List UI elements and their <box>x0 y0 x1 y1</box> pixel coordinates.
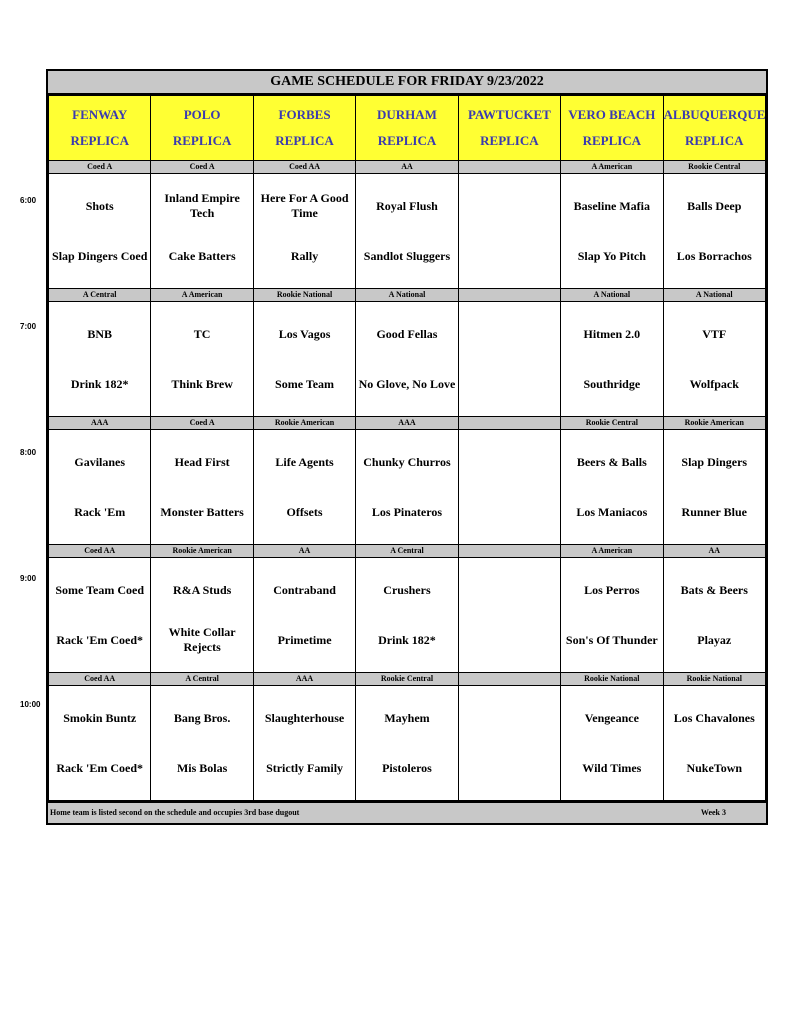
time-label-10: 10:00 <box>20 700 41 709</box>
home-team: Slap Yo Pitch <box>577 248 646 263</box>
division-label <box>458 289 560 302</box>
home-team: Los Maniacos <box>576 504 648 519</box>
home-team <box>459 743 560 793</box>
home-team: Southridge <box>583 376 641 391</box>
game-cell <box>49 430 151 545</box>
division-label: Rookie Central <box>561 417 663 430</box>
division-label: A Central <box>49 289 151 302</box>
game-row <box>49 430 766 545</box>
home-team: Mis Bolas <box>176 760 228 775</box>
division-label <box>458 161 560 174</box>
away-team: Beers & Balls <box>576 454 647 469</box>
week-label: Week 3 <box>700 808 726 817</box>
away-team: VTF <box>702 326 727 341</box>
home-team: Drink 182* <box>378 632 436 647</box>
away-team: R&A Studs <box>172 582 232 597</box>
away-team: Inland Empire Tech <box>164 191 240 220</box>
division-label: A National <box>561 289 663 302</box>
field-sub: REPLICA <box>480 133 539 148</box>
division-row <box>49 673 766 686</box>
game-cell <box>151 686 253 801</box>
home-team: Rack 'Em Coed* <box>56 760 144 775</box>
away-team: Good Fellas <box>376 326 438 341</box>
away-team: Shots <box>85 198 114 213</box>
division-label <box>458 545 560 558</box>
game-cell <box>356 174 458 289</box>
away-team: Some Team Coed <box>55 582 145 597</box>
field-header <box>561 96 663 161</box>
away-team: Baseline Mafia <box>573 198 650 213</box>
division-label: Rookie American <box>663 417 765 430</box>
schedule-sheet <box>46 69 768 825</box>
field-sub: REPLICA <box>275 133 334 148</box>
game-cell <box>561 686 663 801</box>
division-label: Rookie National <box>663 673 765 686</box>
home-team <box>459 615 560 665</box>
game-row <box>49 302 766 417</box>
division-label: AAA <box>49 417 151 430</box>
home-team: Slap Dingers Coed <box>52 248 148 263</box>
field-name: ALBUQUERQUE <box>663 107 766 122</box>
away-team: Gavilanes <box>74 454 126 469</box>
game-cell <box>356 430 458 545</box>
game-cell <box>663 302 765 417</box>
home-team: Rack 'Em Coed* <box>56 632 144 647</box>
game-cell <box>253 174 355 289</box>
game-cell <box>253 558 355 673</box>
away-team <box>459 309 560 359</box>
game-cell <box>561 302 663 417</box>
field-sub: REPLICA <box>70 133 129 148</box>
home-team <box>459 487 560 537</box>
division-label: A National <box>663 289 765 302</box>
division-label: Coed AA <box>49 673 151 686</box>
game-cell <box>151 558 253 673</box>
division-label: AA <box>356 161 458 174</box>
away-team: Bang Bros. <box>173 710 231 725</box>
field-name: VERO BEACH <box>568 107 656 122</box>
division-label: Rookie American <box>253 417 355 430</box>
away-team: Hitmen 2.0 <box>583 326 641 341</box>
home-team <box>459 359 560 409</box>
game-cell <box>151 302 253 417</box>
game-cell <box>253 686 355 801</box>
time-label-9: 9:00 <box>20 574 37 583</box>
away-team: Smokin Buntz <box>63 710 137 725</box>
away-team: Life Agents <box>275 454 334 469</box>
schedule-table <box>48 95 766 801</box>
field-sub: REPLICA <box>582 133 642 148</box>
time-label-6: 6:00 <box>20 196 37 205</box>
division-label: A National <box>356 289 458 302</box>
away-team: Contraband <box>273 582 336 597</box>
field-header <box>49 96 151 161</box>
division-label: Coed AA <box>49 545 151 558</box>
field-sub: REPLICA <box>685 133 744 148</box>
game-cell <box>49 686 151 801</box>
game-cell <box>356 558 458 673</box>
home-team-note: Home team is listed second on the schedule and occupies 3rd base dugout <box>50 808 300 817</box>
time-label-8: 8:00 <box>20 448 37 457</box>
game-cell <box>458 302 560 417</box>
division-label: AAA <box>253 673 355 686</box>
home-team: Runner Blue <box>681 504 747 519</box>
home-team: Wild Times <box>582 760 642 775</box>
home-team: Wolfpack <box>689 376 739 391</box>
game-cell <box>458 558 560 673</box>
division-label <box>458 673 560 686</box>
division-label: Coed A <box>151 417 253 430</box>
away-team: Slaughterhouse <box>264 710 345 725</box>
field-header <box>253 96 355 161</box>
home-team: Rally <box>290 248 319 263</box>
division-label: Coed AA <box>253 161 355 174</box>
field-header <box>458 96 560 161</box>
game-row <box>49 558 766 673</box>
home-team: Son's Of Thunder <box>565 632 658 647</box>
game-cell <box>663 558 765 673</box>
away-team: Chunky Churros <box>363 454 451 469</box>
field-name: DURHAM <box>377 107 437 122</box>
game-cell <box>49 558 151 673</box>
division-label: Coed A <box>151 161 253 174</box>
home-team: Sandlot Sluggers <box>363 248 451 263</box>
division-label: AA <box>253 545 355 558</box>
division-label: AA <box>663 545 765 558</box>
home-team: Cake Batters <box>168 248 236 263</box>
game-cell <box>561 174 663 289</box>
home-team: Think Brew <box>171 376 233 391</box>
away-team: Los Perros <box>584 582 640 597</box>
away-team: BNB <box>87 326 113 341</box>
away-team <box>459 565 560 615</box>
away-team: TC <box>193 326 211 341</box>
away-team: Los Chavalones <box>673 710 755 725</box>
game-cell <box>253 302 355 417</box>
time-label-7: 7:00 <box>20 322 37 331</box>
division-label: A Central <box>151 673 253 686</box>
division-label: AAA <box>356 417 458 430</box>
division-label: A American <box>561 545 663 558</box>
home-team: Drink 182* <box>70 376 129 391</box>
game-cell <box>458 686 560 801</box>
away-team <box>459 181 560 231</box>
away-team: Mayhem <box>384 710 430 725</box>
away-team: Crushers <box>383 582 431 597</box>
division-row <box>49 161 766 174</box>
game-cell <box>458 430 560 545</box>
division-label: Rookie National <box>561 673 663 686</box>
division-label: Coed A <box>49 161 151 174</box>
away-team: Royal Flush <box>376 198 438 213</box>
field-header-row <box>49 96 766 161</box>
field-header <box>663 96 765 161</box>
game-cell <box>663 174 765 289</box>
game-row <box>49 174 766 289</box>
home-team: Los Borrachos <box>676 248 752 263</box>
division-label: A American <box>151 289 253 302</box>
field-header <box>151 96 253 161</box>
home-team: Rack 'Em <box>74 504 126 519</box>
away-team: Vengeance <box>584 710 639 725</box>
game-cell <box>253 430 355 545</box>
schedule-title: GAME SCHEDULE FOR FRIDAY 9/23/2022 <box>48 71 766 95</box>
division-label: A American <box>561 161 663 174</box>
home-team: NukeTown <box>686 760 743 775</box>
field-name: FORBES <box>278 107 331 122</box>
away-team: Balls Deep <box>687 198 742 213</box>
game-cell <box>663 686 765 801</box>
game-cell <box>151 174 253 289</box>
field-name: FENWAY <box>72 107 128 122</box>
game-cell <box>561 430 663 545</box>
game-cell <box>49 302 151 417</box>
field-name: POLO <box>183 107 221 122</box>
division-label: A Central <box>356 545 458 558</box>
division-label: Rookie Central <box>356 673 458 686</box>
game-cell <box>151 430 253 545</box>
division-label <box>458 417 560 430</box>
home-team: Playaz <box>697 632 732 647</box>
game-cell <box>356 302 458 417</box>
field-sub: REPLICA <box>377 133 437 148</box>
home-team: Some Team <box>275 376 335 391</box>
field-name: PAWTUCKET <box>467 107 551 122</box>
division-row <box>49 545 766 558</box>
division-row <box>49 289 766 302</box>
home-team: White Collar Rejects <box>168 625 236 654</box>
home-team: Strictly Family <box>266 760 344 775</box>
home-team: Los Pinateros <box>371 504 443 519</box>
division-label: Rookie Central <box>663 161 765 174</box>
away-team: Bats & Beers <box>680 582 748 597</box>
away-team: Here For A Good Time <box>260 191 349 220</box>
game-cell <box>49 174 151 289</box>
division-row <box>49 417 766 430</box>
away-team: Los Vagos <box>278 326 331 341</box>
game-cell <box>458 174 560 289</box>
home-team: Offsets <box>286 504 323 519</box>
game-cell <box>663 430 765 545</box>
game-row <box>49 686 766 801</box>
division-label: Rookie National <box>253 289 355 302</box>
away-team <box>459 437 560 487</box>
home-team: Pistoleros <box>382 760 432 775</box>
field-sub: REPLICA <box>172 133 232 148</box>
game-cell <box>356 686 458 801</box>
home-team <box>459 231 560 281</box>
field-header <box>356 96 458 161</box>
home-team: No Glove, No Love <box>358 376 456 391</box>
home-team: Monster Batters <box>160 504 244 519</box>
away-team <box>459 693 560 743</box>
game-cell <box>561 558 663 673</box>
division-label: Rookie American <box>151 545 253 558</box>
away-team: Head First <box>174 454 230 469</box>
away-team: Slap Dingers <box>681 454 748 469</box>
schedule-footer <box>48 801 766 823</box>
home-team: Primetime <box>277 632 332 647</box>
